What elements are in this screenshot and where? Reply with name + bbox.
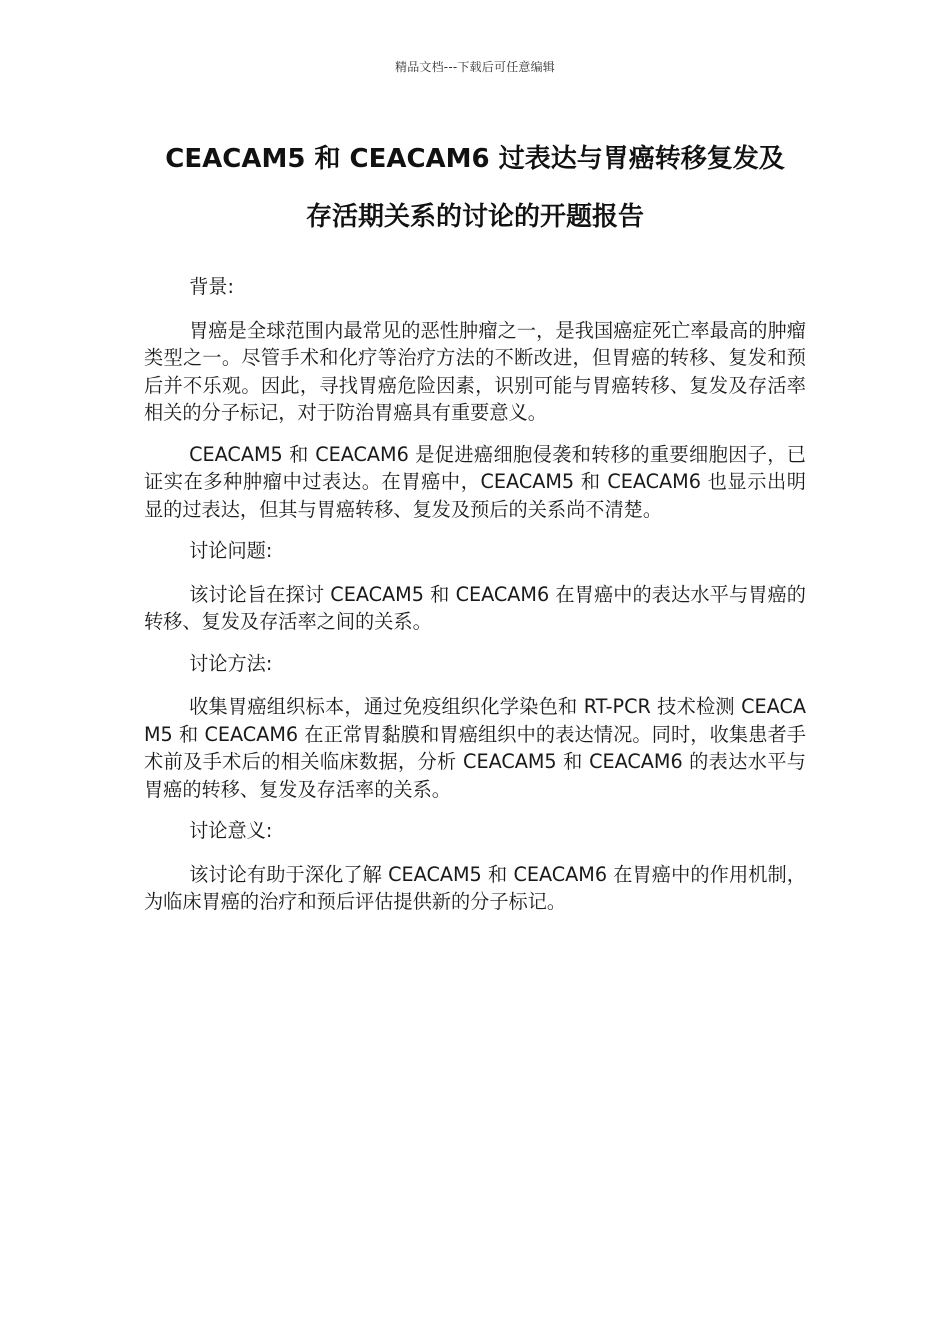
background-paragraph-2: CEACAM5 和 CEACAM6 是促进癌细胞侵袭和转移的重要细胞因子，已证实在多种肿瘤中过表达。在胃癌中，CEACAM5 和 CEACAM6 也显示出明显的过表达，但其与胃癌转移、复发及预后的关系尚不清楚。 <box>144 442 806 521</box>
background-paragraph-1: 胃癌是全球范围内最常见的恶性肿瘤之一，是我国癌症死亡率最高的肿瘤类型之一。尽管手术和化疗等治疗方法的不断改进，但胃癌的转移、复发和预后并不乐观。因此，寻找胃癌危险因素，识别可能与胃癌转移、复发及存活率相关的分子标记，对于防治胃癌具有重要意义。 <box>144 318 806 424</box>
document-title-line-1: CEACAM5 和 CEACAM6 过表达与胃癌转移复发及 <box>165 144 785 174</box>
document-body <box>144 273 806 930</box>
significance-paragraph: 该讨论有助于深化了解 CEACAM5 和 CEACAM6 在胃癌中的作用机制，为临床胃癌的治疗和预后评估提供新的分子标记。 <box>144 862 806 913</box>
document-title-line-2: 存活期关系的讨论的开题报告 <box>305 202 644 232</box>
question-paragraph: 该讨论旨在探讨 CEACAM5 和 CEACAM6 在胃癌中的表达水平与胃癌的转移、复发及存活率之间的关系。 <box>144 582 806 633</box>
question-heading: 讨论问题: <box>189 539 273 562</box>
method-heading: 讨论方法: <box>189 651 273 675</box>
background-heading: 背景: <box>189 275 234 298</box>
method-paragraph: 收集胃癌组织标本，通过免疫组织化学染色和 RT-PCR 技术检测 CEACAM5 和 CEACAM6 在正常胃黏膜和胃癌组织中的表达情况。同时，收集患者手术前及手术后的相关临床数据，分析 CEACAM5 和 CEACAM6 的表达水平与胃癌的转移、复发及存活率的关系。 <box>144 695 806 801</box>
header-note: 精品文档---下载后可任意编辑 <box>395 60 555 74</box>
significance-heading: 讨论意义: <box>189 819 273 842</box>
